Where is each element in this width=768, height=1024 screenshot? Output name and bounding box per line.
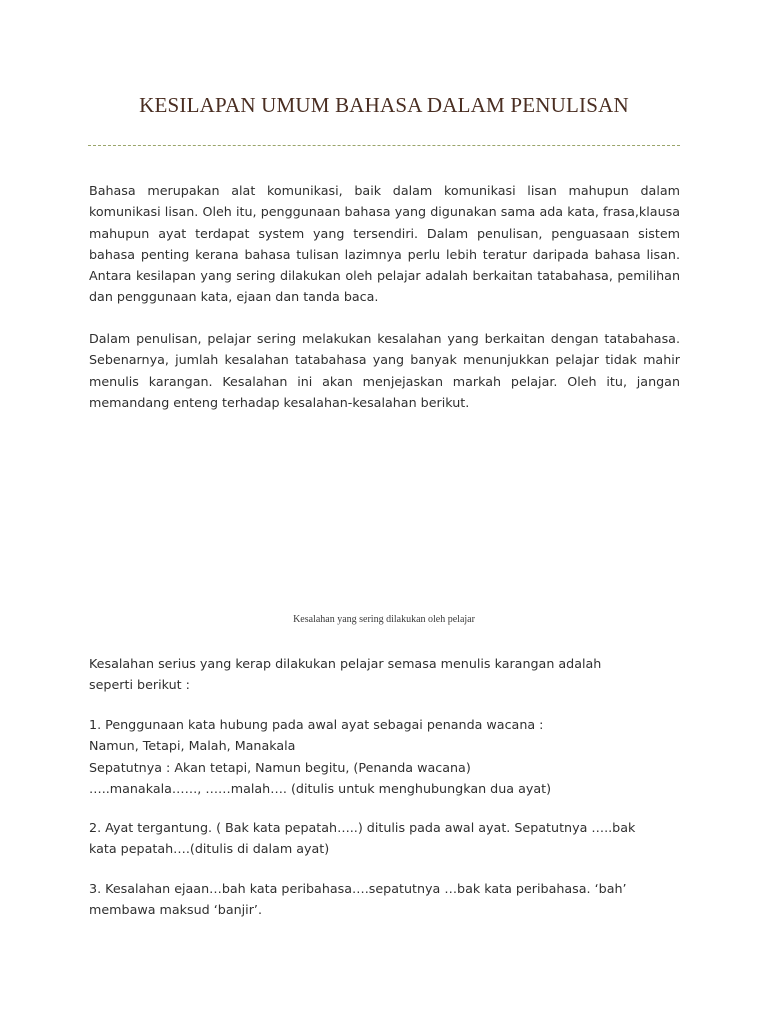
error-item-1 — [89, 714, 689, 799]
image-caption: Kesalahan yang sering dilakukan oleh pelajar — [293, 614, 475, 625]
error-item-2 — [89, 817, 689, 860]
text-line: 3. Kesalahan ejaan…bah kata peribahasa….sepatutnya …bak kata peribahasa. ‘bah’ — [89, 881, 627, 896]
text-line: seperti berikut : — [89, 677, 190, 693]
document-title: KESILAPAN UMUM BAHASA DALAM PENULISAN — [139, 93, 629, 117]
text-line: Sepatutnya : Akan tetapi, Namun begitu, (Penanda wacana) — [89, 759, 471, 775]
text-line: …..manakala……, ……malah…. (ditulis untuk menghubungkan dua ayat) — [89, 780, 552, 796]
text-line: membawa maksud ‘banjir’. — [89, 902, 262, 918]
error-item-3 — [89, 878, 689, 921]
intro-paragraph: Bahasa merupakan alat komunikasi, baik dalam komunikasi lisan mahupun dalam komunikasi lisan. Oleh itu, penggunaan bahasa yang digunakan sama ada kata, frasa,klausa mahupun ayat terdapat system yang tersendiri. Dalam penulisan, penguasaan sistem bahasa penting kerana bahasa tulisan lazimnya perlu lebih teratur daripada bahasa lisan. Antara kesilapan yang sering dilakukan oleh pelajar adalah berkaitan tatabahasa, pemilihan dan penggunaan kata, ejaan dan tanda baca. — [89, 183, 680, 305]
title-divider — [88, 145, 680, 146]
text-line: Kesalahan serius yang kerap dilakukan pelajar semasa menulis karangan adalah — [89, 656, 602, 671]
text-line: 1. Penggunaan kata hubung pada awal ayat sebagai penanda wacana : — [89, 717, 544, 732]
errors-intro — [89, 653, 689, 696]
grammar-paragraph: Dalam penulisan, pelajar sering melakukan kesalahan yang berkaitan dengan tatabahasa. Sebenarnya, jumlah kesalahan tatabahasa yang banyak menunjukkan pelajar tidak mahir menulis karangan. Kesalahan ini akan menjejaskan markah pelajar. Oleh itu, jangan memandang enteng terhadap kesalahan-kesalahan berikut. — [89, 331, 680, 410]
text-line: 2. Ayat tergantung. ( Bak kata pepatah…..) ditulis pada awal ayat. Sepatutnya …..bak — [89, 820, 636, 835]
text-line: Namun, Tetapi, Malah, Manakala — [89, 738, 296, 754]
text-line: kata pepatah….(ditulis di dalam ayat) — [89, 841, 330, 857]
